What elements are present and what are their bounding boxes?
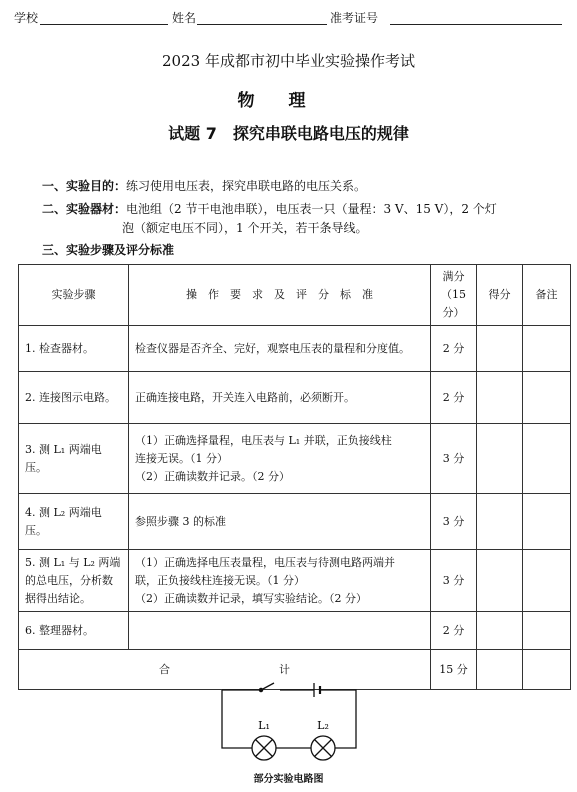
section-purpose-label: 一、实验目的： [42, 179, 127, 193]
score-cell[interactable] [477, 372, 523, 424]
exam-title: 2023 年成都市初中毕业实验操作考试 [162, 52, 415, 70]
total-score-cell[interactable] [477, 650, 523, 690]
table-row [19, 494, 571, 550]
name-label: 姓名 [172, 11, 197, 25]
lamp-l1-icon [252, 736, 276, 760]
section-equipment-cont: 泡（额定电压不同），1 个开关，若干条导线。 [122, 221, 368, 235]
step-cell: 4. 测 L₂ 两端电压。 [19, 494, 129, 550]
section-purpose [42, 177, 366, 195]
section-equipment-label: 二、实验器材： [42, 202, 127, 216]
total-label-1: 合 [159, 662, 170, 676]
header-requirement: 操 作 要 求 及 评 分 标 准 [129, 265, 431, 326]
step-cell: 6. 整理器材。 [19, 612, 129, 650]
circuit-diagram [214, 676, 364, 768]
table-row [19, 372, 571, 424]
points-cell: 2 分 [431, 612, 477, 650]
header-step: 实验步骤 [19, 265, 129, 326]
section-steps [42, 241, 174, 259]
note-cell[interactable] [523, 424, 571, 494]
table-row [19, 550, 571, 612]
req-line: 参照步骤 3 的标准 [135, 514, 226, 528]
section-equipment-text: 电池组（2 节干电池串联），电压表一只（量程：3 V、15 V），2 个灯 [126, 202, 497, 216]
topic-title: 试题 7 探究串联电路电压的规律 [168, 124, 409, 143]
requirement-cell [129, 550, 431, 612]
note-cell[interactable] [523, 550, 571, 612]
header-full-label: 满分 [442, 270, 465, 283]
points-cell: 2 分 [431, 372, 477, 424]
switch-blade [261, 683, 274, 690]
note-cell[interactable] [523, 326, 571, 372]
score-cell[interactable] [477, 550, 523, 612]
lamp-l2-label: L₂ [317, 719, 329, 732]
req-line: （2）正确读数并记录，填写实验结论。（2 分） [135, 591, 367, 605]
req-line: 联，正负接线柱连接无误。（1 分） [135, 573, 305, 587]
requirement-cell [129, 424, 431, 494]
table-header-row [19, 265, 571, 326]
header-score: 得分 [477, 265, 523, 326]
points-cell: 2 分 [431, 326, 477, 372]
score-cell[interactable] [477, 612, 523, 650]
requirement-cell [129, 326, 431, 372]
total-label-2: 计 [279, 662, 290, 676]
score-cell[interactable] [477, 326, 523, 372]
header-note: 备注 [523, 265, 571, 326]
section-equipment [42, 200, 497, 218]
header-full-total: （15 分） [441, 288, 466, 319]
table-row [19, 612, 571, 650]
points-cell: 3 分 [431, 494, 477, 550]
step-cell: 5. 测 L₁ 与 L₂ 两端的总电压，分析数据得出结论。 [19, 550, 129, 612]
requirement-cell [129, 612, 431, 650]
name-blank[interactable] [197, 24, 327, 25]
section-steps-label: 三、实验步骤及评分标准 [42, 243, 175, 257]
req-line: 正确连接电路，开关连入电路前，必须断开。 [135, 390, 355, 404]
header-full-score [431, 265, 477, 326]
scoring-table [18, 264, 571, 690]
points-cell: 3 分 [431, 550, 477, 612]
exam-no-blank[interactable] [390, 24, 562, 25]
wire-left [222, 690, 252, 748]
subject-title: 物理 [237, 91, 340, 111]
req-line: （1）正确选择量程，电压表与 L₁ 并联，正负接线柱 [135, 433, 392, 447]
table-row [19, 326, 571, 372]
note-cell[interactable] [523, 372, 571, 424]
req-line: 连接无误。（1 分） [135, 451, 228, 465]
req-line: （1）正确选择电压表量程，电压表与待测电路两端并 [135, 555, 395, 569]
req-line: 检查仪器是否齐全、完好，观察电压表的量程和分度值。 [135, 341, 410, 355]
step-cell: 3. 测 L₁ 两端电压。 [19, 424, 129, 494]
step-cell: 1. 检查器材。 [19, 326, 129, 372]
score-cell[interactable] [477, 424, 523, 494]
lamp-l2-icon [311, 736, 335, 760]
table-row [19, 424, 571, 494]
requirement-cell [129, 494, 431, 550]
req-line: （2）正确读数并记录。（2 分） [135, 469, 290, 483]
step-cell: 2. 连接图示电路。 [19, 372, 129, 424]
note-cell[interactable] [523, 494, 571, 550]
note-cell[interactable] [523, 612, 571, 650]
requirement-cell [129, 372, 431, 424]
score-cell[interactable] [477, 494, 523, 550]
diagram-caption: 部分实验电路图 [253, 774, 324, 785]
school-label: 学校 [14, 11, 39, 25]
exam-no-label: 准考证号 [330, 11, 379, 25]
points-cell: 3 分 [431, 424, 477, 494]
section-purpose-text: 练习使用电压表，探究串联电路的电压关系。 [126, 179, 367, 193]
school-blank[interactable] [40, 24, 168, 25]
lamp-l1-label: L₁ [258, 719, 270, 732]
total-points-cell: 15 分 [431, 650, 477, 690]
total-note-cell[interactable] [523, 650, 571, 690]
